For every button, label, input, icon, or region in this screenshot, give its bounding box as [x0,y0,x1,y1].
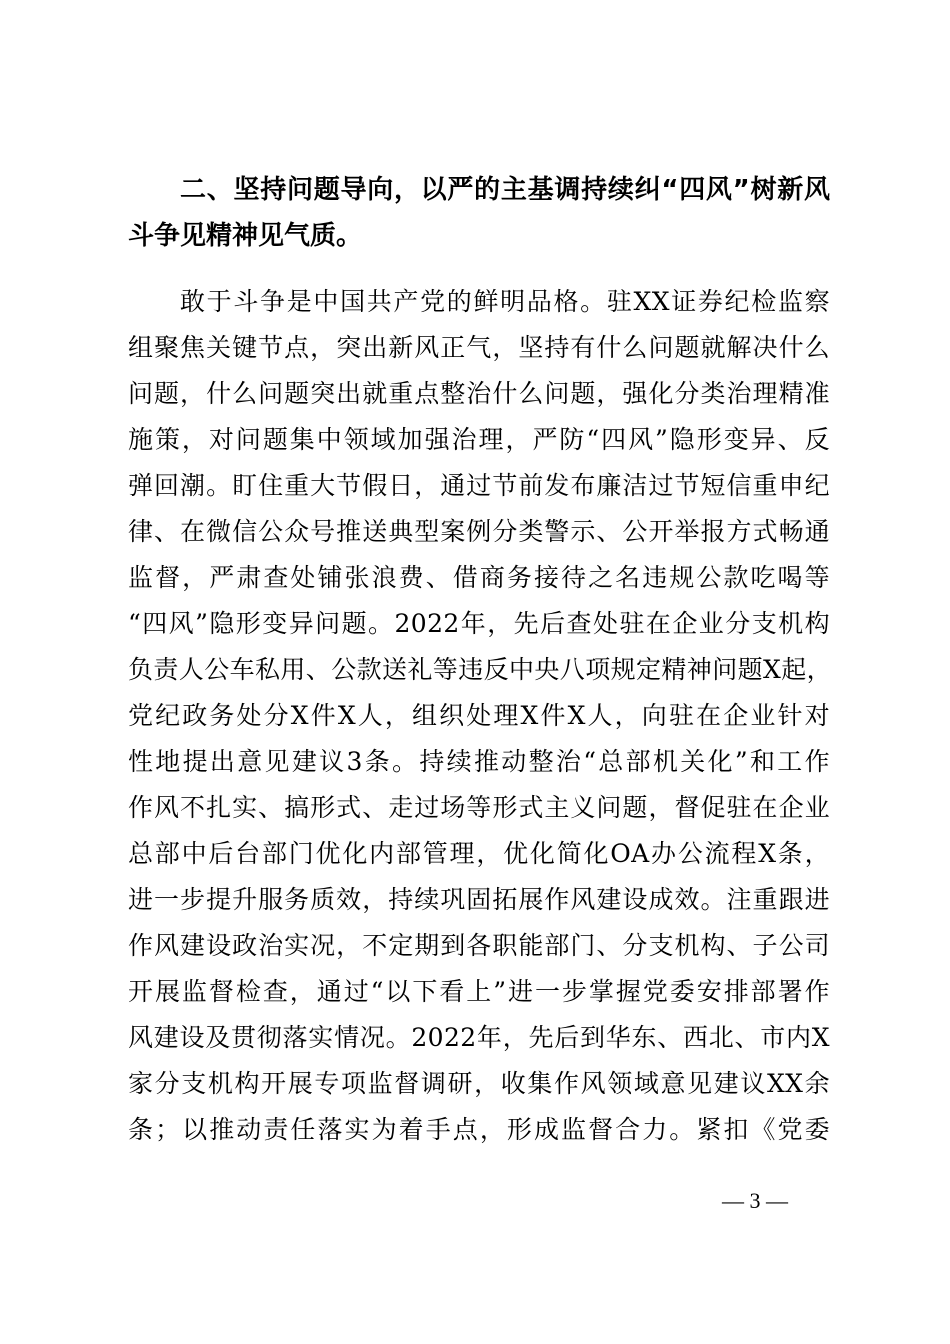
heading-line: 斗争见精神见气质。 [128,221,363,251]
body-line: 负责人公车私用、公款送礼等违反中央八项规定精神问题X起， [128,655,833,684]
body-line: “四风”隐形变异问题。2022年，先后查处驻在企业分支机构 [128,609,830,638]
section-heading [128,167,830,259]
body-paragraph [128,279,833,1153]
body-line: 风建设及贯彻落实情况。2022年，先后到华东、西北、市内X [128,1023,830,1052]
page-number: — 3 — [722,1188,788,1213]
body-line: 家分支机构开展专项监督调研，收集作风领域意见建议XX余 [128,1069,830,1098]
body-line: 总部中后台部门优化内部管理，优化简化OA办公流程X条， [128,839,830,868]
heading-line: 二、坚持问题导向，以严的主基调持续纠“四风”树新风 [180,175,830,205]
body-line: 敢于斗争是中国共产党的鲜明品格。驻XX证券纪检监察 [180,287,830,316]
body-line: 施策，对问题集中领域加强治理，严防“四风”隐形变异、反 [128,425,830,454]
body-line: 进一步提升服务质效，持续巩固拓展作风建设成效。注重跟进 [128,885,830,914]
body-line: 条；以推动责任落实为着手点，形成监督合力。紧扣《党委 [128,1115,830,1144]
body-line: 监督，严肃查处铺张浪费、借商务接待之名违规公款吃喝等 [128,563,830,592]
body-line: 问题，什么问题突出就重点整治什么问题，强化分类治理精准 [128,379,830,408]
body-line: 作风建设政治实况，不定期到各职能部门、分支机构、子公司 [128,931,830,960]
body-line: 作风不扎实、搞形式、走过场等形式主义问题，督促驻在企业 [128,793,830,822]
body-line: 律、在微信公众号推送典型案例分类警示、公开举报方式畅通 [128,517,830,546]
body-line: 党纪政务处分X件X人，组织处理X件X人，向驻在企业针对 [128,701,830,730]
body-line: 组聚焦关键节点，突出新风正气，坚持有什么问题就解决什么 [128,333,830,362]
body-line: 弹回潮。盯住重大节假日，通过节前发布廉洁过节短信重申纪 [128,471,830,500]
body-line: 性地提出意见建议3条。持续推动整治“总部机关化”和工作 [128,747,830,776]
body-line: 开展监督检查，通过“以下看上”进一步掌握党委安排部署作 [128,977,830,1006]
